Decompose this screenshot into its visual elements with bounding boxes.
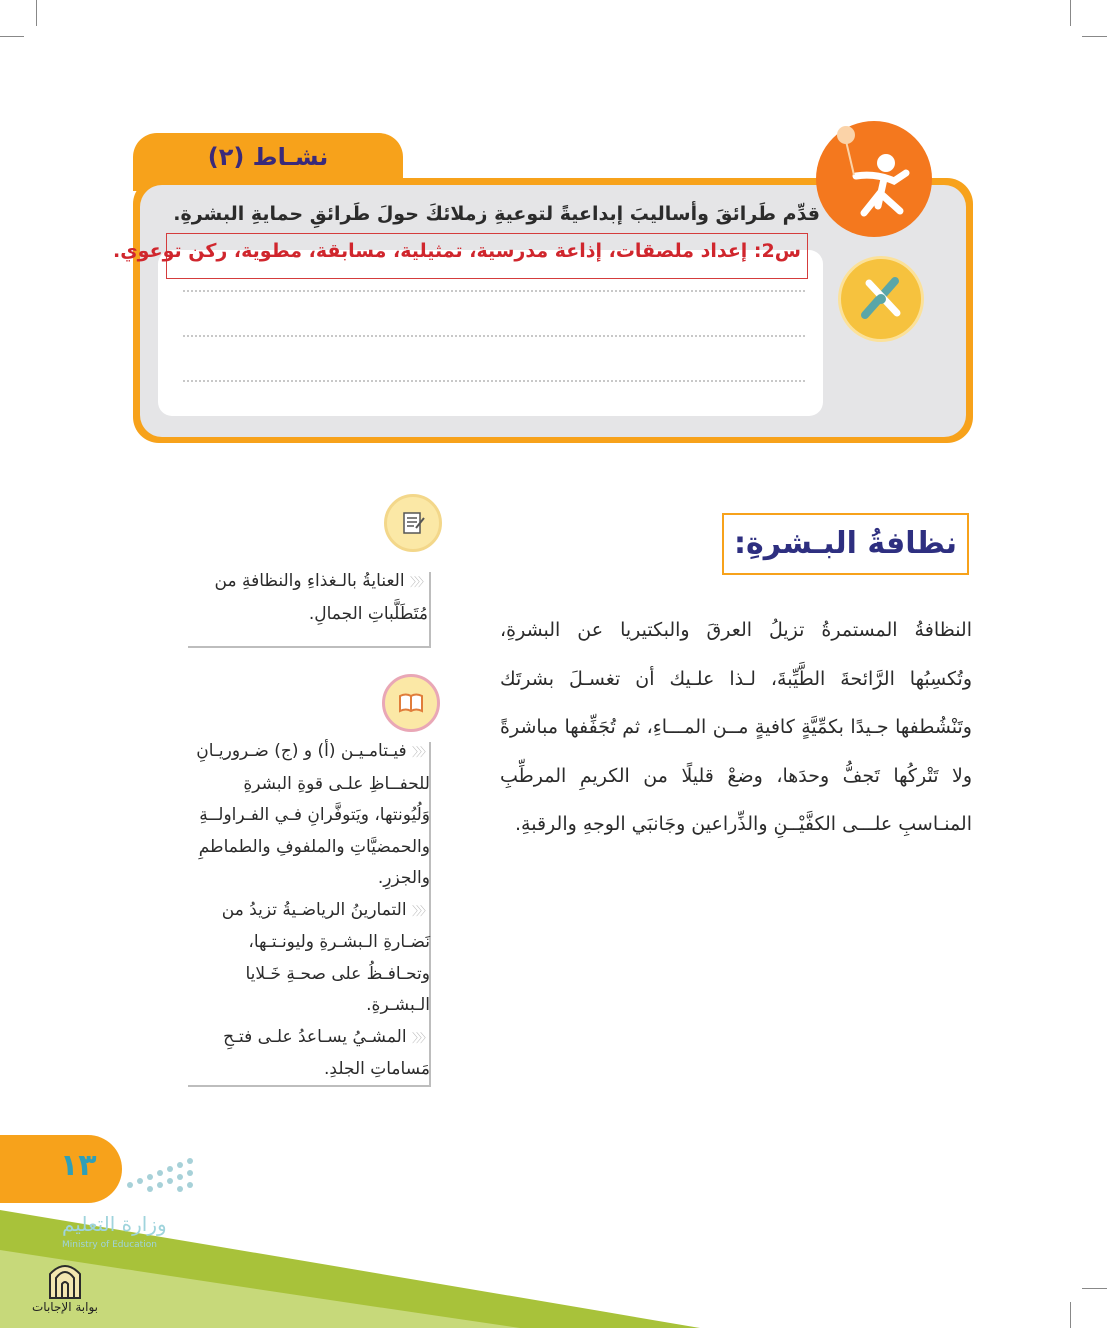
answer-line — [183, 335, 805, 337]
note-icon — [384, 494, 442, 552]
activity-answer: س2: إعداد ملصقات، إذاعة مدرسية، تمثيلية، مسابقة، مطوية، ركن توعوي. — [166, 233, 808, 279]
note-text — [190, 566, 428, 630]
crop-mark — [1070, 0, 1071, 26]
note-2-item: التمارينُ الرياضـيةُ تزيدُ من نَضـارةِ الـبشـرةِ وليونـتـها، وتحـافـظُ على صحـةِ خَـلايا الـبشـرةِ. — [221, 899, 430, 1015]
bullet-icon: 〈〈〈 — [411, 903, 430, 918]
list-item — [184, 736, 430, 895]
list-item — [184, 895, 430, 1022]
site-name: بوابة الإجابات — [32, 1300, 99, 1314]
page-number: ١٣ — [60, 1148, 97, 1183]
list-item — [184, 1022, 430, 1086]
site-logo-icon — [44, 1256, 86, 1300]
activity-tab — [133, 133, 403, 191]
crop-mark — [1082, 36, 1107, 37]
note-2-item: المشـيُ يسـاعدُ علـى فتـحِ مَساماتِ الجلدِ. — [223, 1026, 430, 1079]
ministry-dots-icon — [120, 1155, 200, 1199]
crop-mark — [36, 0, 37, 26]
footer-swoosh — [0, 1190, 1107, 1328]
activity-question: قدِّم طَرائقَ وأساليبَ إبداعيةً لتوعيةِ زملائكَ حولَ طَرائقِ حمايةِ البشرةِ. — [173, 203, 820, 225]
bullet-icon: 〈〈〈 — [409, 575, 428, 589]
note-1: العنايةُ بالـغذاءِ والنظافةِ من مُتَطَلَّباتِ الجمالِ. — [214, 571, 428, 624]
ministry-name-en: Ministry of Education — [62, 1240, 157, 1250]
ministry-name-ar: وزارة التعليم — [62, 1212, 167, 1236]
answer-line — [183, 290, 805, 292]
activity-person-icon — [816, 121, 932, 237]
note-text — [184, 736, 430, 1086]
book-icon — [382, 674, 440, 732]
bullet-icon: 〈〈〈 — [411, 1030, 430, 1045]
section-body: النظافةُ المستمرةُ تزيلُ العرقَ والبكتيريا عن البشرةِ، وتُكسِبُها الرَّائحةَ الطَّيِّبةَ، لـذا علـيك أن تغسـلَ بشرتَك وتَنْشُطفها جـيدًا بكمِّيَّةٍ كافيةٍ مــن المـــاءِ، ثم تُجَفِّفها مباشرةً ولا تَتْركُها تَجفُّ وحدَها، وضعْ قليلًا من الكريمِ المرطِّبِ المنـاسبِ علـــى الكفَّيْــنِ والذِّراعين وجَانبَي الوجهِ والرقبةِ. — [500, 619, 972, 835]
section-title: نظافةُ البـشرةِ: — [722, 513, 969, 575]
tools-icon — [838, 256, 924, 342]
note-2-item: فيـتامـيـن (أ) و (ج) ضـروريـانِ للحفــاظِ علـى قوةِ البشرةِ وَلُيُونتها، ويَتوفَّرانِ فـي الفـراولــةِ والحمضيَّاتِ والملفوفِ والطماطمِ والجزرِ. — [196, 741, 430, 888]
activity-title: نشـاط (٢) — [207, 143, 329, 171]
crop-mark — [0, 36, 24, 37]
bullet-icon: 〈〈〈 — [411, 745, 430, 759]
answer-line — [183, 380, 805, 382]
